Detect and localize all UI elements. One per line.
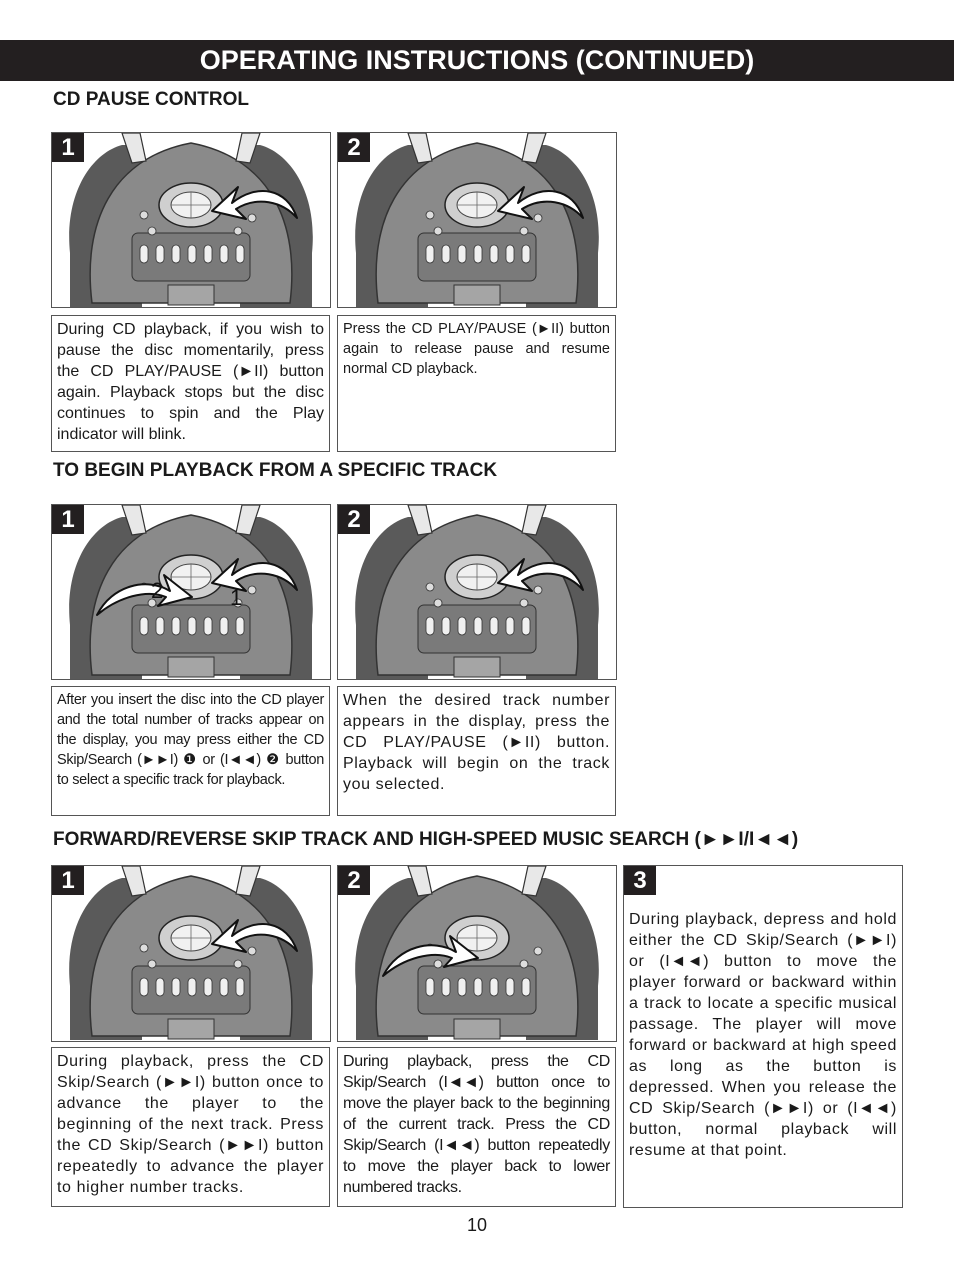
callout-label-skip-forward: 1: [230, 585, 243, 610]
boombox-illustration: [52, 133, 330, 307]
step-badge: 1: [52, 505, 84, 534]
illustration-pause-step-2: [337, 132, 617, 308]
step-badge: 2: [338, 505, 370, 534]
step-badge: 2: [338, 866, 370, 895]
boombox-illustration: [338, 133, 616, 307]
instruction-skip-step-2: During playback, press the CD Skip/Search (I◄◄) button once to move the player back to the beginning of the current track. Press the CD Skip/Search (I◄◄) button repeatedly to move the player back to lower numbered tracks.: [337, 1047, 616, 1207]
step-badge: 3: [624, 866, 656, 895]
heading-specific-track: TO BEGIN PLAYBACK FROM A SPECIFIC TRACK: [53, 460, 498, 481]
boombox-illustration: [338, 866, 616, 1041]
step-badge: 1: [52, 866, 84, 895]
instruction-track-step-1: After you insert the disc into the CD player and the total number of tracks appear on the display, you may press either the CD Skip/Search (►►I) ❶ or (I◄◄) ❷ button to select a specific track for playback.: [51, 686, 330, 816]
instruction-pause-step-2: Press the CD PLAY/PAUSE (►II) button again to release pause and resume normal CD playback.: [337, 315, 616, 452]
illustration-pause-step-1: [51, 132, 331, 308]
boombox-illustration: [52, 866, 330, 1041]
illustration-skip-step-2: [337, 865, 617, 1042]
heading-skip-search: FORWARD/REVERSE SKIP TRACK AND HIGH-SPEED MUSIC SEARCH (►►I/I◄◄): [53, 829, 799, 850]
instruction-skip-step-3: During playback, depress and hold either the CD Skip/Search (►►I) or (I◄◄) button to move the player forward or backward within a track to locate a specific musical passage. The player will move forward or backward at high speed as long as the button is depressed. When you release the CD Skip/Search (►►I) or (I◄◄) button, normal playback will resume at that point.: [624, 906, 902, 1206]
instruction-pause-step-1: During CD playback, if you wish to pause the disc momentarily, press the CD PLAY/PAUSE (►II) button again. Playback stops but the disc continues to spin and the Play indicator will blink.: [51, 315, 330, 452]
callout-labels: [52, 505, 330, 679]
page-banner: OPERATING INSTRUCTIONS (CONTINUED): [0, 40, 954, 81]
instruction-track-step-2: When the desired track number appears in the display, press the CD PLAY/PAUSE (►II) button. Playback will begin on the track you selected.: [337, 686, 616, 816]
illustration-track-step-1: [51, 504, 331, 680]
page-number: 10: [466, 1215, 488, 1235]
instruction-skip-step-1: During playback, press the CD Skip/Search (►►I) button once to advance the player to the beginning of the next track. Press the CD Skip/Search (►►I) button repeatedly to advance the player to higher number tracks.: [51, 1047, 330, 1207]
heading-cd-pause-control: CD PAUSE CONTROL: [53, 89, 249, 110]
boombox-illustration: [338, 505, 616, 679]
illustration-track-step-2: [337, 504, 617, 680]
step-badge: 2: [338, 133, 370, 162]
instruction-skip-step-3-panel: [623, 865, 903, 1208]
step-badge: 1: [52, 133, 84, 162]
callout-label-skip-back: 2: [151, 578, 164, 603]
illustration-skip-step-1: [51, 865, 331, 1042]
